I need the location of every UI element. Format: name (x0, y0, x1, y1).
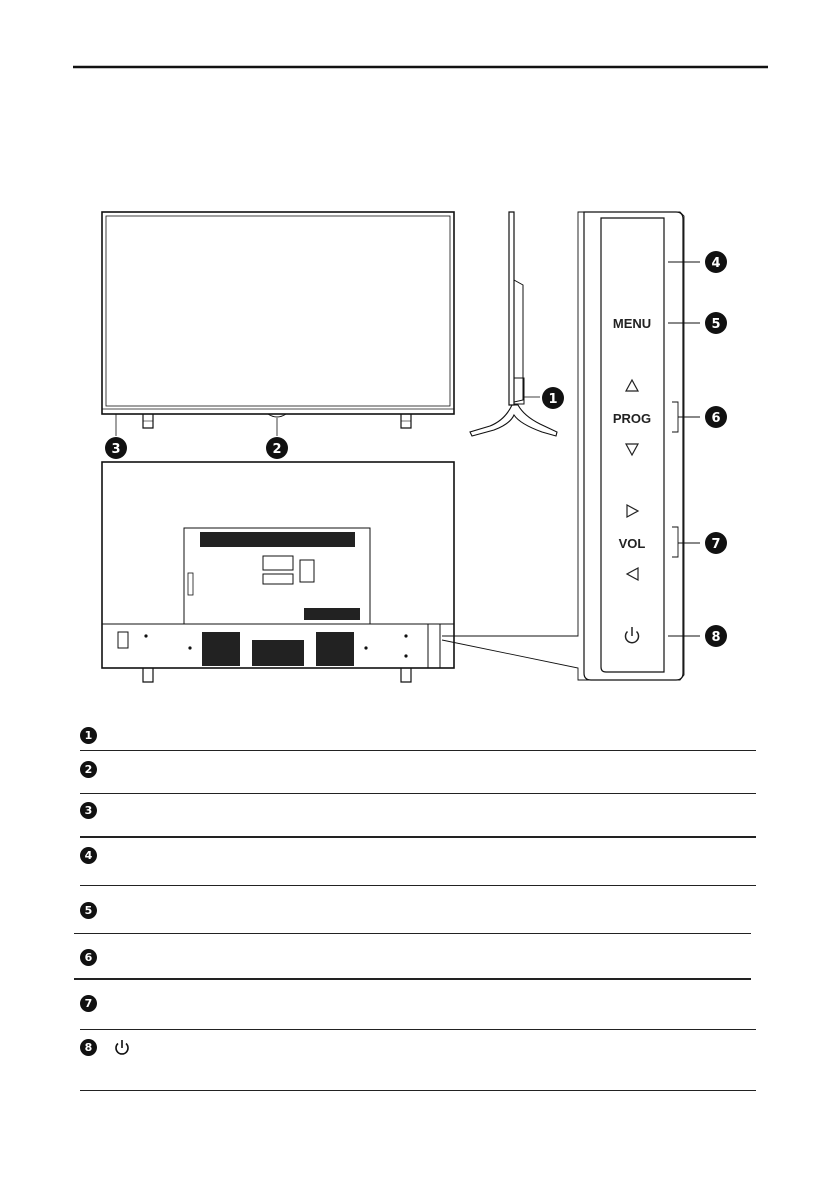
callout-8 (705, 625, 727, 647)
table-row (80, 802, 756, 836)
row-number: 6 (80, 949, 97, 966)
vol-label: VOL (618, 536, 646, 551)
callout-7 (705, 532, 727, 554)
row-number: 5 (80, 902, 97, 919)
callout-4 (705, 251, 727, 273)
row-number: 2 (80, 761, 97, 778)
menu-label: MENU (612, 316, 652, 331)
svg-text:1: 1 (548, 392, 558, 407)
row-divider (80, 793, 756, 794)
table-row (80, 847, 756, 885)
callout-1 (542, 387, 564, 409)
row-number: 7 (80, 995, 97, 1012)
callout-5 (705, 312, 727, 334)
row-number: 3 (80, 802, 97, 819)
row-divider (80, 1029, 756, 1030)
callout-3 (105, 437, 127, 459)
tv-rear-view (102, 462, 454, 682)
table-row (80, 727, 756, 751)
svg-text:3: 3 (111, 442, 121, 457)
svg-text:8: 8 (711, 630, 721, 645)
table-row (80, 1039, 756, 1091)
row-divider (74, 933, 751, 934)
row-divider (80, 750, 756, 751)
row-divider (80, 836, 756, 838)
svg-text:6: 6 (711, 411, 721, 426)
row-number: 1 (80, 727, 97, 744)
svg-text:7: 7 (711, 537, 721, 552)
keypad-panel (584, 212, 683, 680)
table-row (80, 949, 756, 979)
prog-label: PROG (612, 411, 652, 426)
power-icon (114, 1039, 130, 1057)
svg-text:4: 4 (711, 256, 721, 271)
table-row (80, 995, 756, 1029)
table-row (80, 902, 756, 934)
callout-2 (266, 437, 288, 459)
row-number: 8 (80, 1039, 97, 1056)
row-divider (80, 885, 756, 886)
tv-front-view (102, 212, 454, 436)
callout-6 (705, 406, 727, 428)
table-row (80, 761, 756, 793)
svg-text:5: 5 (711, 317, 721, 332)
row-divider (74, 978, 751, 980)
row-divider (80, 1090, 756, 1091)
row-number: 4 (80, 847, 97, 864)
svg-text:2: 2 (272, 442, 282, 457)
